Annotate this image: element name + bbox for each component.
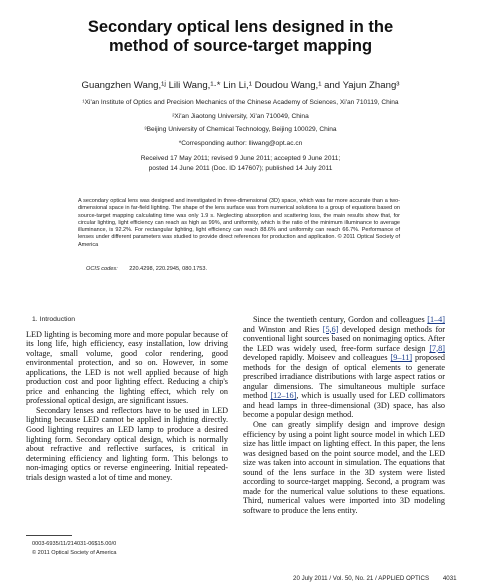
footnote-rule xyxy=(26,535,72,536)
journal-info: 20 July 2011 / Vol. 50, No. 21 / APPLIED OPTICS xyxy=(293,575,430,582)
received-dates xyxy=(20,154,461,174)
text-span: developed design methods for conventional light sources based on nonimaging optics. After the LED was widely used, free-form surface design xyxy=(243,324,445,353)
section-heading-introduction: 1. Introduction xyxy=(32,316,76,323)
received-line-1: Received 17 May 2011; revised 9 June 2011; accepted 9 June 2011; xyxy=(140,155,341,162)
citation-link[interactable]: [1–4] xyxy=(427,315,445,324)
text-span: Since the twentieth century, Gordon and colleagues xyxy=(253,315,428,324)
corresponding-author: *Corresponding author: lliwang@opt.ac.cn xyxy=(178,139,303,147)
copyright-line: © 2011 Optical Society of America xyxy=(32,549,117,556)
ocis-values: 220.4298, 220.2945, 080.1753. xyxy=(129,266,208,272)
journal-page-line xyxy=(293,575,457,582)
page-number: 4031 xyxy=(442,575,457,582)
left-column xyxy=(26,315,228,482)
affiliation-3: ³Beijing University of Chemical Technology, Beijing 100029, China xyxy=(144,126,337,133)
citation-link[interactable]: [7,8] xyxy=(429,343,445,353)
affiliations xyxy=(20,96,461,150)
ocis-label: OCIS codes: xyxy=(86,266,118,272)
copyright-footnote xyxy=(32,540,117,557)
citation-link[interactable]: [12–16] xyxy=(270,391,297,401)
ocis-codes xyxy=(86,266,207,272)
right-paragraph-2: One can greatly simplify design and improve design efficiency by using a point light source model in which LED size has little impact on lighting effect. In this paper, the lens was designed based on the point source model, and the LED size was taken into account in simulation. The equations that sound of the lens surface in the 3D system were listed according to source-target mapping. Second, a program was made for the numerical value solutions to these equations. Third, numerical values were imported into 3D modeling software to produce the lens entity. xyxy=(243,420,445,515)
paper-title xyxy=(40,18,441,56)
author-list: Guangzhen Wang,¹ʲ Lili Wang,¹·* Lin Li,¹ Doudou Wang,¹ and Yajun Zhang³ xyxy=(81,80,400,91)
abstract: A secondary optical lens was designed and investigated in three-dimensional (3D) space, which was far more accurate than a two-dimensional space in far-field lighting. The shape of the lens surface was from numerical solutions to a group of equations based on source-target mapping calculating time was only 1.9 s. Neglecting absorption and scattering loss, the main results show that, for circular lighting, light efficiency can reach as high as 99%, and uniformity, which is the ratio of the minimum illuminance to average illuminance, is 92.2%. For rectangular lighting, light efficiency can reach 88.6% and uniformity can reach 66.7%. Performance of lenses under different parameters was studied to provide direct references for production and application. © 2011 Optical Society of America xyxy=(78,198,400,248)
right-column xyxy=(243,315,445,515)
text-span: proposed methods for the design of optical elements to generate prescribed irradiance distributions with large aspect ratios or angular dimensions. The simultaneous multiple surface method xyxy=(243,353,445,401)
text-span: , which is usually used for LED collimators and head lamps in three-dimensional (3D) space, has also become a popular design method. xyxy=(243,391,445,420)
text-span: and Winston and Ries xyxy=(243,324,323,334)
title-line-2: method of source-target mapping xyxy=(108,37,373,55)
affiliation-1: ¹Xi'an Institute of Optics and Precision Mechanics of the Chinese Academy of Sciences, Xi'an 710119, China xyxy=(82,99,399,106)
received-line-2: posted 14 June 2011 (Doc. ID 147607); published 14 July 2011 xyxy=(148,165,333,172)
doi-code: 0003-6935/11/214031-06$15.00/0 xyxy=(32,541,117,547)
text-span: developed rapidly. Moiseev and colleagues xyxy=(243,353,391,363)
right-paragraph-1 xyxy=(243,315,445,420)
intro-paragraph-1: LED lighting is becoming more and more popular because of its long life, high efficiency, easy installation, low driving voltage, small volume, good color rendering, good environmental protection, and so on. However, in some applications, the LED is not well applied because of high production cost and poor lighting effect. Reducing a chip's price and enhancing the lighting effect, which rely on professional optical design, are significant issues. xyxy=(26,329,228,406)
intro-paragraph-2: Secondary lenses and reflectors have to be used in LED lighting because LED cannot be applied in lighting directly. Good lighting requires an LED lamp to produce a desired lighting form. Secondary optical design, which is normally about refractive and reflective surfaces, is critical in determining efficiency and lighting form. This belongs to non-imaging optics or reverse engineering. Initial repeated-trials design wasted a lot of time and money. xyxy=(26,405,228,482)
affiliation-2: ²Xi'an Jiaotong University, Xi'an 710049, China xyxy=(172,112,309,120)
title-line-1: Secondary optical lens designed in the xyxy=(87,18,394,36)
citation-link[interactable]: [5,6] xyxy=(322,324,339,334)
citation-link[interactable]: [9–11] xyxy=(390,353,413,363)
